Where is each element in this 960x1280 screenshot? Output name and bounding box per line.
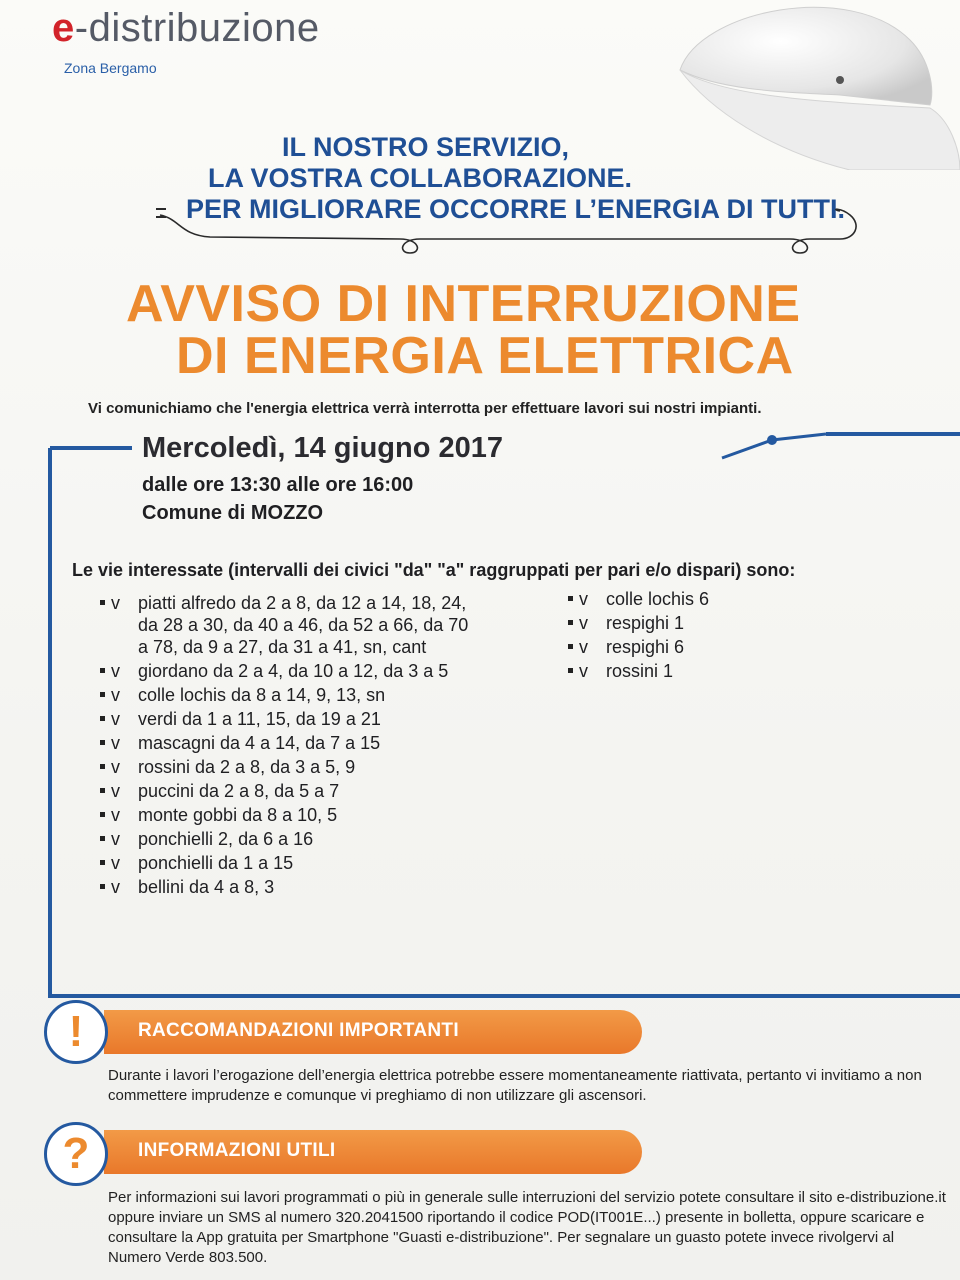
outage-comune: Comune di MOZZO xyxy=(142,502,324,524)
plug-cable-decoration xyxy=(150,195,870,265)
bullet-icon: v xyxy=(568,588,606,610)
streets-column-2 xyxy=(568,588,868,684)
slogan-line-3: PER MIGLIORARE OCCORRE L’ENERGIA DI TUTTI. xyxy=(186,194,846,224)
list-item: v respighi 1 xyxy=(568,612,868,634)
brand-logo xyxy=(52,6,320,51)
intro-text: Vi comunichiamo che l'energia elettrica verrà interrotta per effettuare lavori sui nostri impianti. xyxy=(88,400,762,417)
list-item: v bellini da 4 a 8, 3 xyxy=(100,876,480,898)
raccomandazioni-title: RACCOMANDAZIONI IMPORTANTI xyxy=(138,1020,459,1041)
bullet-icon: v xyxy=(100,592,138,658)
bullet-icon: v xyxy=(100,876,138,898)
bullet-icon: v xyxy=(568,612,606,634)
list-item: v mascagni da 4 a 14, da 7 a 15 xyxy=(100,732,480,754)
outage-date: Mercoledì, 14 giugno 2017 xyxy=(142,432,503,464)
outage-time: dalle ore 13:30 alle ore 16:00 xyxy=(142,474,414,496)
bullet-icon: v xyxy=(100,732,138,754)
list-item: v monte gobbi da 8 a 10, 5 xyxy=(100,804,480,826)
title-line-1: AVVISO DI INTERRUZIONE xyxy=(126,275,801,333)
help-icon: ? xyxy=(44,1122,108,1186)
bullet-icon: v xyxy=(100,828,138,850)
slogan-line-2: LA VOSTRA COLLABORAZIONE. xyxy=(208,163,632,193)
bullet-icon: v xyxy=(100,780,138,802)
raccomandazioni-banner xyxy=(104,1010,642,1054)
list-item: v ponchielli 2, da 6 a 16 xyxy=(100,828,480,850)
list-item: v rossini 1 xyxy=(568,660,868,682)
streets-column-1 xyxy=(100,592,480,900)
list-item: v ponchielli da 1 a 15 xyxy=(100,852,480,874)
streets-heading: Le vie interessate (intervalli dei civici "da" "a" raggruppati per pari e/o dispari) sono: xyxy=(72,560,796,580)
bullet-icon: v xyxy=(100,852,138,874)
bullet-icon: v xyxy=(100,708,138,730)
warning-icon: ! xyxy=(44,1000,108,1064)
bullet-icon: v xyxy=(568,660,606,682)
title-line-2: DI ENERGIA ELETTRICA xyxy=(176,327,794,385)
informazioni-title: INFORMAZIONI UTILI xyxy=(138,1140,336,1161)
slogan-line-1: IL NOSTRO SERVIZIO, xyxy=(282,132,570,162)
list-item: v puccini da 2 a 8, da 5 a 7 xyxy=(100,780,480,802)
informazioni-banner xyxy=(104,1130,642,1174)
list-item: v verdi da 1 a 11, 15, da 19 a 21 xyxy=(100,708,480,730)
list-item: v giordano da 2 a 4, da 10 a 12, da 3 a 5 xyxy=(100,660,480,682)
bullet-icon: v xyxy=(100,660,138,682)
list-item: v rossini da 2 a 8, da 3 a 5, 9 xyxy=(100,756,480,778)
list-item: v respighi 6 xyxy=(568,636,868,658)
bullet-icon: v xyxy=(100,804,138,826)
list-item: v colle lochis da 8 a 14, 9, 13, sn xyxy=(100,684,480,706)
bullet-icon: v xyxy=(100,684,138,706)
list-item: v colle lochis 6 xyxy=(568,588,868,610)
bullet-icon: v xyxy=(100,756,138,778)
informazioni-text: Per informazioni sui lavori programmati o più in generale sulle interruzioni del servizio potete consultare il sito e-distribuzione.it oppure inviare un SMS al numero 320.2041500 riportando il codice POD(IT001E...) presente in bolletta, oppure scaricare e consultare la App gratuita per Smartphone "Guasti e-distribuzione". Per segnalare un guasto potete invece rivolgervi al Numero Verde 803.500. xyxy=(108,1189,946,1266)
raccomandazioni-text: Durante i lavori l’erogazione dell’energia elettrica potrebbe essere momentaneamente riattivata, pertanto vi invitiamo a non commettere imprudenze e comunque vi preghiamo di non utilizzare gli ascensori. xyxy=(108,1067,922,1104)
main-title xyxy=(126,275,926,385)
logo-e: e xyxy=(52,6,75,50)
bullet-icon: v xyxy=(568,636,606,658)
logo-text: -distribuzione xyxy=(74,6,320,50)
list-item: v piatti alfredo da 2 a 8, da 12 a 14, 18, 24, da 28 a 30, da 40 a 46, da 52 a 66, da 70 a 78, da 9 a 27, da 31 a 41, sn, cant xyxy=(100,592,480,658)
zona-label: Zona Bergamo xyxy=(64,60,157,76)
